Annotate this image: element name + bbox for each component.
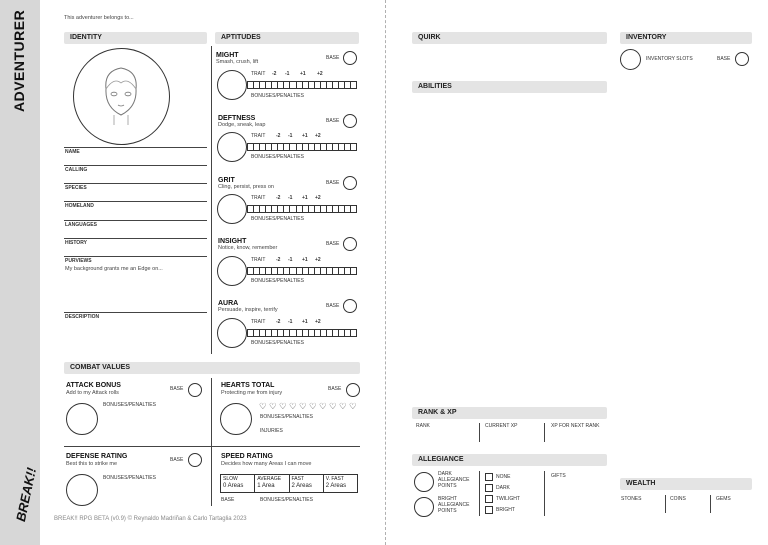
name-line[interactable]	[64, 147, 207, 148]
allegiance-dark-checkbox[interactable]	[485, 484, 493, 492]
grit-track[interactable]	[247, 205, 357, 213]
heart-icon[interactable]: ♡	[319, 401, 327, 411]
might-base-circle[interactable]	[343, 51, 357, 65]
insight-trait-m2[interactable]: -2	[276, 257, 281, 263]
purviews-label: PURVIEWS	[65, 258, 92, 264]
allegiance-bright-checkbox[interactable]	[485, 506, 493, 514]
attack-base-label: BASE	[170, 386, 184, 392]
grit-trait-label: TRAIT	[251, 195, 266, 201]
heart-icon[interactable]: ♡	[329, 401, 337, 411]
grit-trait-p1[interactable]: +1	[302, 195, 308, 201]
deftness-title: DEFTNESS	[218, 115, 256, 122]
sheet-title: ADVENTURER	[11, 9, 27, 112]
speed-option-slow[interactable]	[221, 475, 255, 492]
grit-base-label: BASE	[326, 180, 340, 186]
defense-base-label: BASE	[170, 457, 184, 463]
rank-divider-2	[544, 423, 545, 442]
insight-bonuses-label: BONUSES/PENALTIES	[251, 278, 304, 284]
aura-trait-p1[interactable]: +1	[302, 319, 308, 325]
heart-icon[interactable]: ♡	[339, 401, 347, 411]
allegiance-twilight-label: TWILIGHT	[496, 496, 520, 502]
speed-fast-label: FAST	[291, 476, 305, 482]
defense-desc: Best this to strike me	[66, 461, 118, 467]
languages-label: LANGUAGES	[65, 222, 97, 228]
grit-bonuses-label: BONUSES/PENALTIES	[251, 216, 304, 222]
allegiance-twilight-checkbox[interactable]	[485, 495, 493, 503]
bright-allegiance-label-3: POINTS	[438, 508, 457, 514]
defense-title: DEFENSE RATING	[66, 453, 128, 460]
might-desc: Smash, crush, lift	[216, 59, 259, 65]
grit-trait-m1[interactable]: -1	[288, 195, 293, 201]
wealth-header: WEALTH	[620, 478, 752, 490]
heart-icon[interactable]: ♡	[269, 401, 277, 411]
name-label: NAME	[65, 149, 80, 155]
footer-credit: BREAK!! RPG BETA (v0.9) © Reynaldo Madriñan & Carlo Tartaglia 2023	[54, 516, 247, 522]
hearts-title: HEARTS TOTAL	[221, 382, 275, 389]
allegiance-divider-1	[479, 471, 480, 516]
attack-bonuses-label: BONUSES/PENALTIES	[103, 402, 156, 408]
bright-allegiance-label-2: ALLEGIANCE	[438, 502, 470, 508]
current-xp-label: CURRENT XP	[485, 423, 518, 429]
attack-base-circle[interactable]	[188, 383, 202, 397]
speed-option-fast[interactable]	[290, 475, 324, 492]
might-title: MIGHT	[216, 52, 239, 59]
inventory-slots-label: INVENTORY SLOTS	[646, 56, 693, 62]
hearts-base-label: BASE	[328, 386, 342, 392]
attack-value-circle[interactable]	[66, 403, 98, 435]
inventory-header: INVENTORY	[620, 32, 752, 44]
insight-trait-p2[interactable]: +2	[315, 257, 321, 263]
purviews-line[interactable]	[64, 256, 207, 257]
hearts-value-circle[interactable]	[220, 403, 252, 435]
speed-vfast-label: V. FAST	[325, 476, 344, 482]
insight-trait-label: TRAIT	[251, 257, 266, 263]
speed-desc: Decides how many Areas I can move	[221, 461, 312, 467]
inventory-slots-circle[interactable]	[620, 49, 641, 70]
speed-option-vfast[interactable]	[324, 475, 357, 492]
deftness-bonuses-label: BONUSES/PENALTIES	[251, 154, 304, 160]
deftness-base-circle[interactable]	[343, 114, 357, 128]
homeland-line[interactable]	[64, 201, 207, 202]
insight-track[interactable]	[247, 267, 357, 275]
speed-slow-label: SLOW	[223, 476, 238, 482]
rank-header: RANK & XP	[412, 407, 607, 419]
dark-allegiance-label-3: POINTS	[438, 483, 457, 489]
heart-icon[interactable]: ♡	[279, 401, 287, 411]
history-label: HISTORY	[65, 240, 87, 246]
might-bonuses-label: BONUSES/PENALTIES	[251, 93, 304, 99]
insight-title: INSIGHT	[218, 238, 247, 245]
dark-allegiance-circle[interactable]	[414, 472, 434, 492]
hearts-base-circle[interactable]	[346, 383, 360, 397]
allegiance-none-checkbox[interactable]	[485, 473, 493, 481]
defense-bonuses-label: BONUSES/PENALTIES	[103, 475, 156, 481]
defense-value-circle[interactable]	[66, 474, 98, 506]
speed-bonuses-label: BONUSES/PENALTIES	[260, 497, 313, 503]
wealth-divider-2	[710, 495, 711, 513]
insight-trait-p1[interactable]: +1	[302, 257, 308, 263]
deftness-track[interactable]	[247, 143, 357, 151]
might-trait-p2[interactable]: +2	[317, 71, 323, 77]
speed-fast-areas: 2 Areas	[291, 482, 312, 489]
purviews-text: My background grants me an Edge on...	[65, 266, 163, 272]
deftness-trait-m2[interactable]: -2	[276, 133, 281, 139]
speed-options[interactable]	[220, 474, 358, 493]
speed-average-areas: 1 Area	[257, 482, 275, 489]
aura-base-circle[interactable]	[343, 299, 357, 313]
insight-desc: Notice, know, remember	[218, 245, 278, 251]
aptitudes-divider	[211, 46, 212, 354]
languages-line[interactable]	[64, 220, 207, 221]
might-track[interactable]	[247, 81, 357, 89]
species-label: SPECIES	[65, 185, 87, 191]
description-label: DESCRIPTION	[65, 314, 100, 320]
speed-average-label: AVERAGE	[257, 476, 282, 482]
might-trait-label: TRAIT	[251, 71, 266, 77]
rank-label: RANK	[416, 423, 430, 429]
wealth-divider-1	[665, 495, 666, 513]
deftness-trait-p2[interactable]: +2	[315, 133, 321, 139]
gems-label: GEMS	[716, 496, 731, 502]
rank-divider-1	[479, 423, 480, 442]
next-rank-xp-label: XP FOR NEXT RANK	[551, 423, 600, 429]
grit-trait-m2[interactable]: -2	[276, 195, 281, 201]
heart-icon[interactable]: ♡	[289, 401, 297, 411]
insight-base-label: BASE	[326, 241, 340, 247]
deftness-trait-m1[interactable]: -1	[288, 133, 293, 139]
aura-trait-p2[interactable]: +2	[315, 319, 321, 325]
dark-allegiance-label-2: ALLEGIANCE	[438, 477, 470, 483]
speed-slow-areas: 0 Areas	[223, 482, 244, 489]
quirk-header: QUIRK	[412, 32, 607, 44]
allegiance-none-label: NONE	[496, 474, 511, 480]
bright-allegiance-circle[interactable]	[414, 497, 434, 517]
might-trait-m2[interactable]: -2	[272, 71, 277, 77]
portrait-frame	[73, 48, 170, 145]
attack-title: ATTACK BONUS	[66, 382, 121, 389]
deftness-trait-p1[interactable]: +1	[302, 133, 308, 139]
speed-base-label: BASE	[221, 497, 235, 503]
aptitudes-header: APTITUDES	[215, 32, 359, 44]
deftness-desc: Dodge, sneak, leap	[218, 122, 266, 128]
speed-vfast-areas: 2 Areas	[325, 482, 347, 489]
combat-divider	[211, 378, 212, 506]
aura-track[interactable]	[247, 329, 357, 337]
identity-header: IDENTITY	[64, 32, 207, 44]
combat-header: COMBAT VALUES	[64, 362, 360, 374]
aura-desc: Persuade, inspire, terrify	[218, 307, 278, 313]
combat-row-divider	[64, 446, 360, 447]
might-trait-m1[interactable]: -1	[285, 71, 290, 77]
aura-title: AURA	[218, 300, 239, 307]
attack-desc: Add to my Attack rolls	[66, 390, 119, 396]
abilities-area[interactable]	[412, 95, 607, 395]
deftness-base-label: BASE	[326, 118, 340, 124]
insight-trait-m1[interactable]: -1	[288, 257, 293, 263]
aura-trait-m1[interactable]: -1	[288, 319, 293, 325]
calling-line[interactable]	[64, 165, 207, 166]
page-fold-line	[385, 0, 386, 545]
speed-option-average[interactable]	[255, 475, 289, 492]
heart-icon[interactable]: ♡	[259, 401, 267, 411]
description-line[interactable]	[64, 312, 207, 313]
break-logo: BREAK!!	[13, 466, 40, 523]
grit-value-circle[interactable]	[217, 194, 247, 224]
owner-line: This adventurer belongs to...	[64, 15, 134, 21]
speed-title: SPEED RATING	[221, 453, 273, 460]
history-line[interactable]	[64, 238, 207, 239]
defense-base-circle[interactable]	[188, 453, 202, 467]
allegiance-dark-label: DARK	[496, 485, 510, 491]
dark-allegiance-label-1: DARK	[438, 471, 452, 477]
hearts-desc: Protecting me from injury	[221, 390, 283, 396]
coins-label: COINS	[670, 496, 686, 502]
heart-icon[interactable]: ♡	[349, 401, 357, 411]
grit-title: GRIT	[218, 177, 235, 184]
grit-desc: Cling, persist, press on	[218, 184, 274, 190]
grit-base-circle[interactable]	[343, 176, 357, 190]
stones-label: STONES	[621, 496, 642, 502]
insight-value-circle[interactable]	[217, 256, 247, 286]
inventory-base-label: BASE	[717, 56, 731, 62]
might-base-label: BASE	[326, 55, 340, 61]
deftness-trait-label: TRAIT	[251, 133, 266, 139]
bright-allegiance-label-1: BRIGHT	[438, 496, 457, 502]
insight-base-circle[interactable]	[343, 237, 357, 251]
aura-value-circle[interactable]	[217, 318, 247, 348]
grit-trait-p2[interactable]: +2	[315, 195, 321, 201]
hearts-bonuses-label: BONUSES/PENALTIES	[260, 414, 313, 420]
allegiance-header: ALLEGIANCE	[412, 454, 607, 466]
inventory-base-circle[interactable]	[735, 52, 749, 66]
portrait-face-icon	[74, 49, 168, 143]
abilities-header: ABILITIES	[412, 81, 607, 93]
heart-icon[interactable]: ♡	[299, 401, 307, 411]
deftness-value-circle[interactable]	[217, 132, 247, 162]
might-trait-p1[interactable]: +1	[300, 71, 306, 77]
heart-icon[interactable]: ♡	[309, 401, 317, 411]
homeland-label: HOMELAND	[65, 203, 94, 209]
calling-label: CALLING	[65, 167, 88, 173]
aura-trait-label: TRAIT	[251, 319, 266, 325]
aura-trait-m2[interactable]: -2	[276, 319, 281, 325]
allegiance-divider-2	[544, 471, 545, 516]
aura-bonuses-label: BONUSES/PENALTIES	[251, 340, 304, 346]
aura-base-label: BASE	[326, 303, 340, 309]
gifts-label: GIFTS	[551, 473, 566, 479]
species-line[interactable]	[64, 183, 207, 184]
hearts-injuries-label: INJURIES	[260, 428, 283, 434]
might-value-circle[interactable]	[217, 70, 247, 100]
allegiance-bright-label: BRIGHT	[496, 507, 515, 513]
